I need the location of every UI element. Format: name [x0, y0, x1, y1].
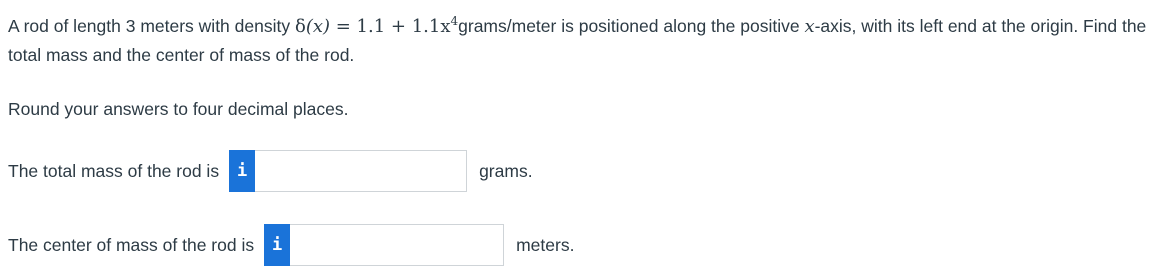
- axis-variable: x: [804, 16, 815, 37]
- density-plus: +: [385, 16, 412, 37]
- center-label: The center of mass of the rod is: [8, 234, 255, 255]
- density-equals: =: [330, 16, 357, 37]
- center-unit: meters.: [516, 234, 575, 255]
- density-coef2: 1.1x: [411, 16, 451, 37]
- problem-statement: [8, 12, 1158, 69]
- problem-text-intro: A rod of length 3 meters with density: [8, 16, 295, 36]
- mass-answer-row: [8, 150, 533, 192]
- problem-text-units: grams/meter is positioned along the positive: [458, 16, 805, 36]
- mass-input[interactable]: [255, 150, 467, 192]
- mass-label: The total mass of the rod is: [8, 160, 220, 181]
- info-icon[interactable]: i: [264, 224, 290, 266]
- mass-unit: grams.: [479, 160, 533, 181]
- density-symbol: δ: [294, 16, 306, 37]
- density-coef1: 1.1: [356, 16, 386, 37]
- density-exponent: 4: [450, 14, 459, 28]
- center-answer-row: [8, 224, 574, 266]
- problem-text-end: -axis, with its left end at the origin. Find the total mass and the center of mass of the rod.: [8, 16, 1147, 65]
- density-formula: [295, 16, 458, 37]
- center-of-mass-input[interactable]: [290, 224, 504, 266]
- density-arg: (x): [305, 16, 331, 37]
- rounding-instructions: Round your answers to four decimal places.: [8, 99, 349, 119]
- info-icon[interactable]: i: [229, 150, 255, 192]
